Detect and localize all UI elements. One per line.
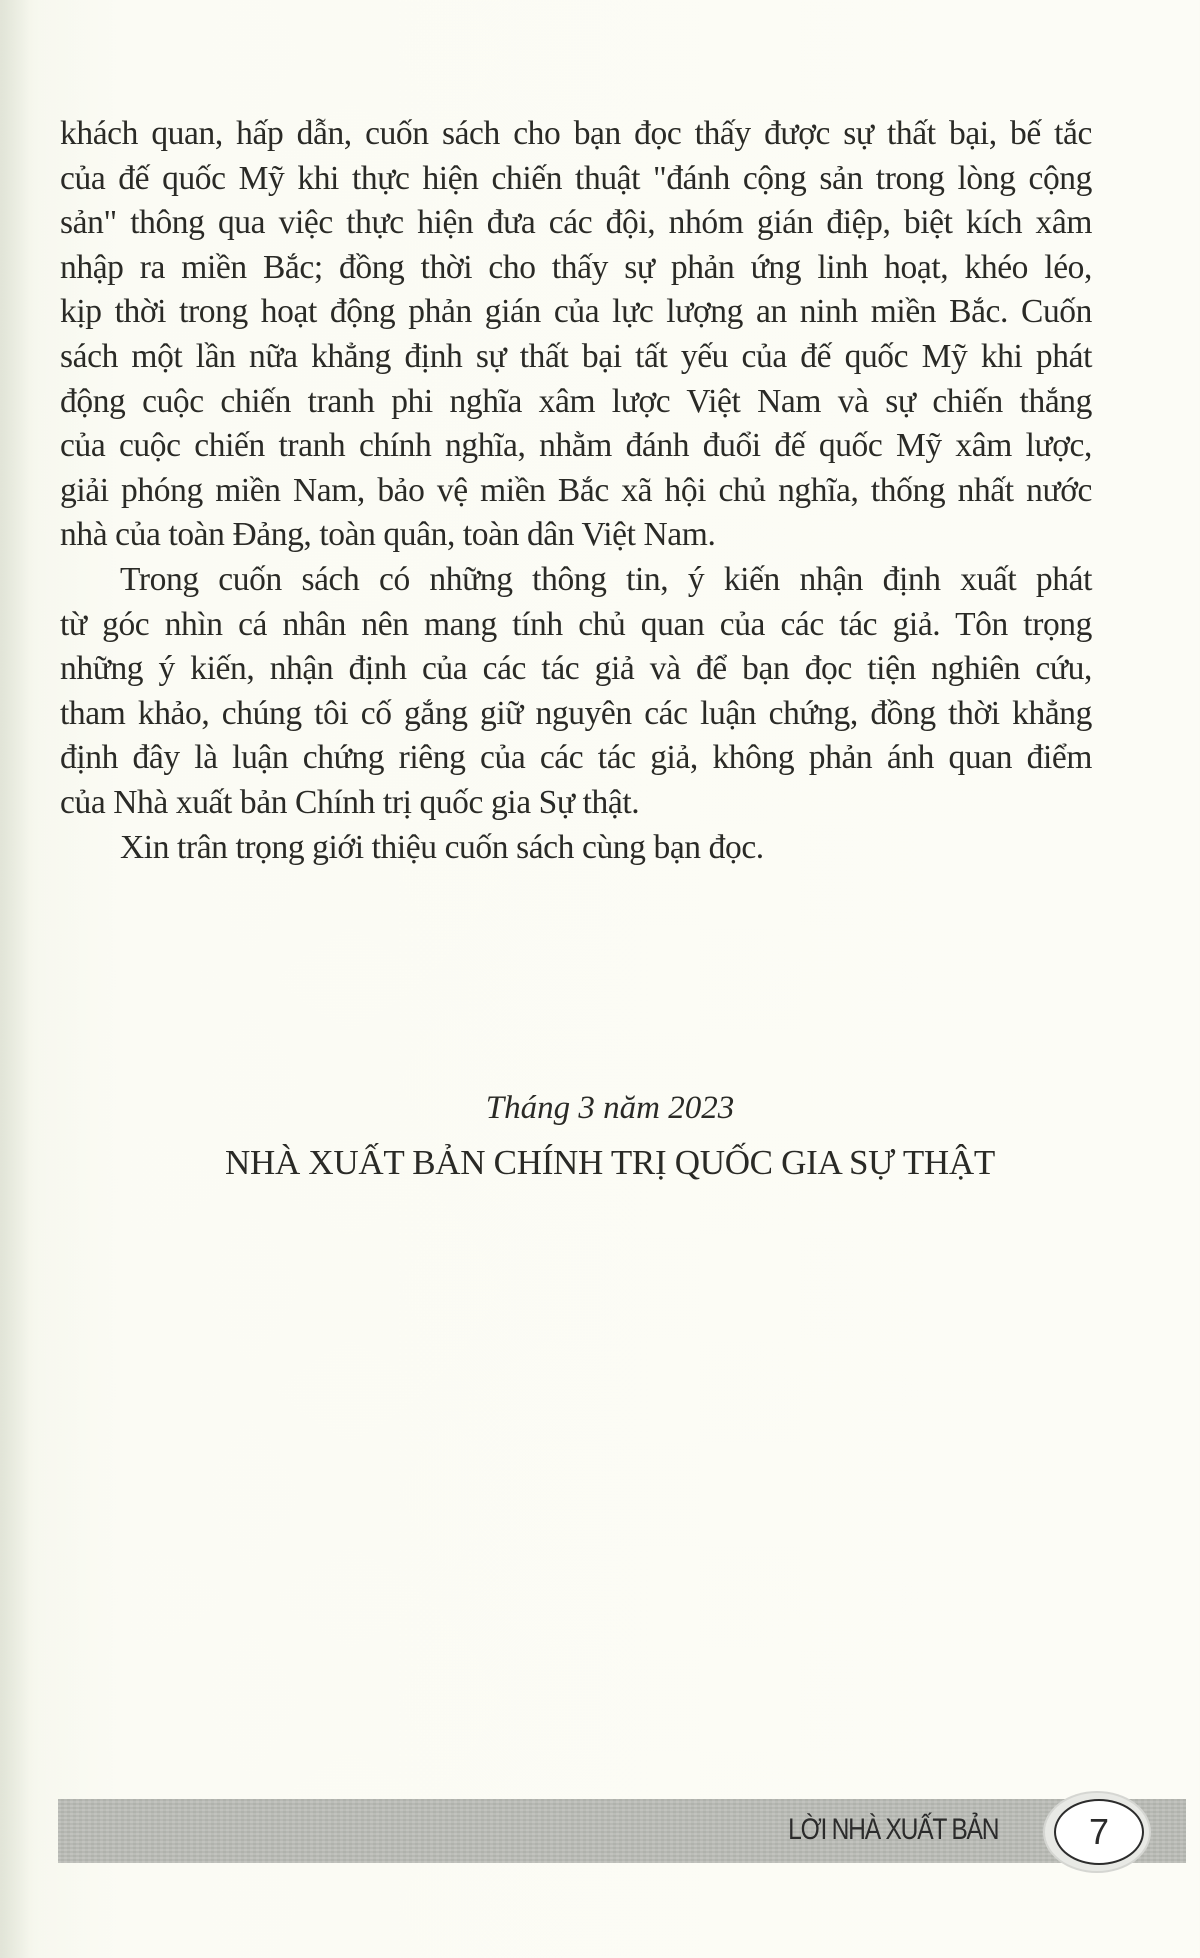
text-line: động cuộc chiến tranh phi nghĩa xâm lược Việt Nam và sự chiến thắng	[60, 382, 1092, 420]
text-line: khách quan, hấp dẫn, cuốn sách cho bạn đọc thấy được sự thất bại, bế tắc	[60, 115, 1092, 152]
text-line: sản" thông qua việc thực hiện đưa các đội, nhóm gián điệp, biệt kích xâm	[60, 204, 1092, 242]
text-line: kịp thời trong hoạt động phản gián của lực lượng an ninh miền Bắc. Cuốn	[60, 293, 1092, 331]
text-line: Xin trân trọng giới thiệu cuốn sách cùng bạn đọc.	[120, 828, 764, 866]
page-edge-shadow	[0, 0, 30, 1958]
text-line: sách một lần nữa khẳng định sự thất bại tất yếu của đế quốc Mỹ khi phát	[60, 337, 1092, 375]
section-title: LỜI NHÀ XUẤT BẢN	[787, 1813, 998, 1846]
page-number: 7	[1054, 1799, 1144, 1865]
text-line: của cuộc chiến tranh chính nghĩa, nhằm đánh đuổi đế quốc Mỹ xâm lược,	[60, 427, 1092, 465]
publisher-signature: NHÀ XUẤT BẢN CHÍNH TRỊ QUỐC GIA SỰ THẬT	[225, 1143, 995, 1182]
running-footer	[58, 1799, 1186, 1863]
text-line: của Nhà xuất bản Chính trị quốc gia Sự thật.	[60, 783, 640, 821]
text-line: tham khảo, chúng tôi cố gắng giữ nguyên các luận chứng, đồng thời khẳng	[60, 694, 1092, 732]
text-line: định đây là luận chứng riêng của các tác giả, không phản ánh quan điểm	[60, 739, 1092, 777]
text-line: nhà của toàn Đảng, toàn quân, toàn dân Việt Nam.	[60, 516, 716, 554]
text-line: những ý kiến, nhận định của các tác giả và để bạn đọc tiện nghiên cứu,	[60, 650, 1092, 688]
text-line: nhập ra miền Bắc; đồng thời cho thấy sự phản ứng linh hoạt, khéo léo,	[60, 248, 1092, 286]
text-line: Trong cuốn sách có những thông tin, ý kiến nhận định xuất phát	[120, 560, 1092, 598]
body-text	[60, 112, 1092, 870]
date-line: Tháng 3 năm 2023	[485, 1090, 735, 1126]
text-line: từ góc nhìn cá nhân nên mang tính chủ quan của các tác giả. Tôn trọng	[60, 605, 1092, 643]
text-line: giải phóng miền Nam, bảo vệ miền Bắc xã hội chủ nghĩa, thống nhất nước	[60, 471, 1092, 509]
text-line: của đế quốc Mỹ khi thực hiện chiến thuật "đánh cộng sản trong lòng cộng	[60, 159, 1092, 197]
